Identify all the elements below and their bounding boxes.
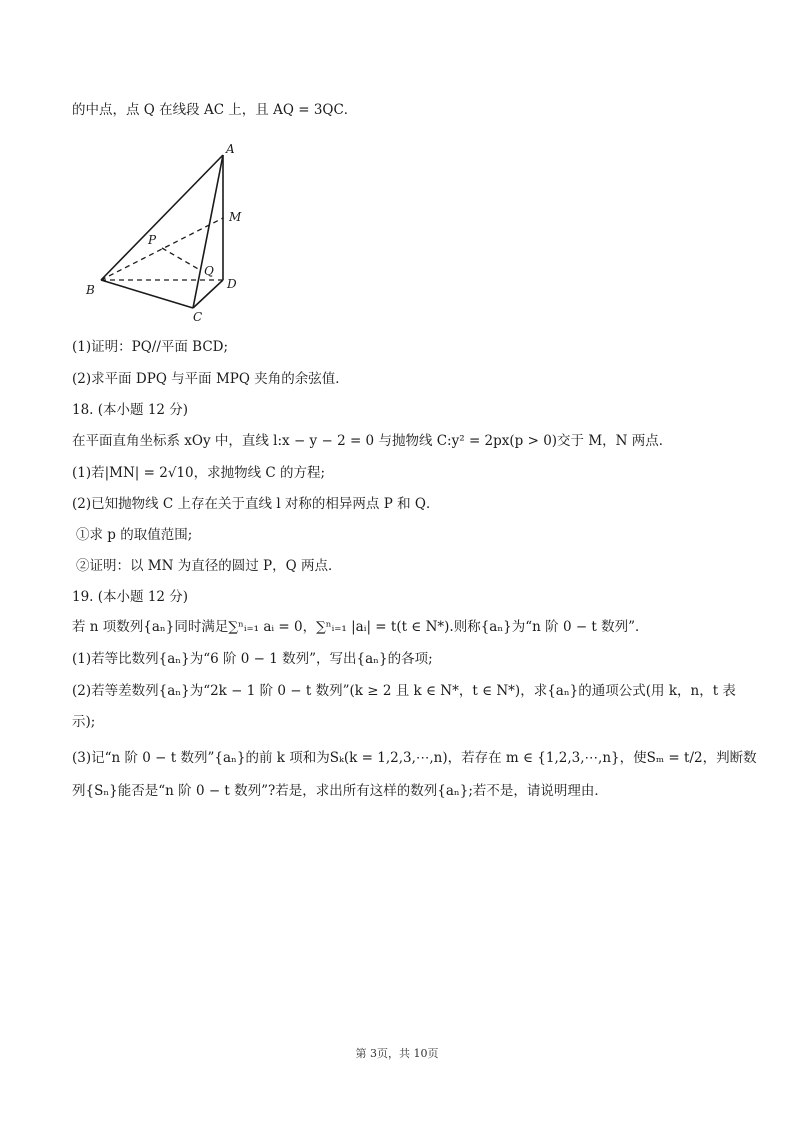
label-p: P (148, 233, 157, 247)
text-line: 在平面直角坐标系 xOy 中，直线 l:x − y − 2 = 0 与抛物线 C:y² = 2px(p > 0)交于 M，N 两点． (72, 433, 673, 449)
edge-pq-dashed (162, 248, 200, 270)
text-line: (2)已知抛物线 C 上存在关于直线 l 对称的相异两点 P 和 Q． (72, 496, 440, 512)
tetrahedron-figure (80, 138, 250, 328)
text-line: ②证明：以 MN 为直径的圆过 P，Q 两点． (76, 558, 342, 574)
text-line: (2)若等差数列{aₙ}为“2k − 1 阶 0 − t 数列”(k ≥ 2 且 k ∈ N*，t ∈ N*)，求{aₙ}的通项公式(用 k，n，t 表 (72, 683, 736, 699)
text-line: ①求 p 的取值范围; (76, 527, 193, 543)
page-footer: 第 3页，共 10页 (355, 1047, 439, 1060)
text-line: (1)若等比数列{aₙ}为“6 阶 0 − 1 数列”，写出{aₙ}的各项; (72, 651, 433, 667)
text-line: (3)记“n 阶 0 − t 数列”{aₙ}的前 k 项和为Sₖ(k = 1,2,3,⋯,n)，若存在 m ∈ {1,2,3,⋯,n}，使Sₘ = t/2，判断数 (72, 750, 757, 766)
edge-bc (101, 280, 193, 308)
text-line: (2)求平面 DPQ 与平面 MPQ 夹角的余弦值． (72, 371, 349, 387)
label-d: D (227, 277, 237, 291)
label-a: A (226, 142, 235, 156)
text-line: 若 n 项数列{aₙ}同时满足∑ⁿᵢ₌₁ aᵢ = 0，∑ⁿᵢ₌₁ |aᵢ| = t(t ∈ N*).则称{aₙ}为“n 阶 0 − t 数列”． (72, 619, 649, 635)
text-line: 的中点，点 Q 在线段 AC 上，且 AQ = 3QC． (72, 102, 358, 118)
label-c: C (193, 310, 203, 324)
text-line: 示); (72, 714, 96, 730)
label-m: M (229, 210, 242, 224)
text-line: (1)证明：PQ//平面 BCD; (72, 339, 229, 355)
question-heading: 18. (本小题 12 分) (72, 402, 189, 418)
text-line: 列{Sₙ}能否是“n 阶 0 − t 数列”?若是，求出所有这样的数列{aₙ};若不是，请说明理由． (72, 783, 608, 799)
label-b: B (86, 283, 95, 297)
question-heading: 19. (本小题 12 分) (72, 589, 189, 605)
label-q: Q (204, 264, 214, 278)
text-line: (1)若|MN| = 2√10，求抛物线 C 的方程; (72, 465, 326, 481)
edge-ab (101, 155, 223, 280)
